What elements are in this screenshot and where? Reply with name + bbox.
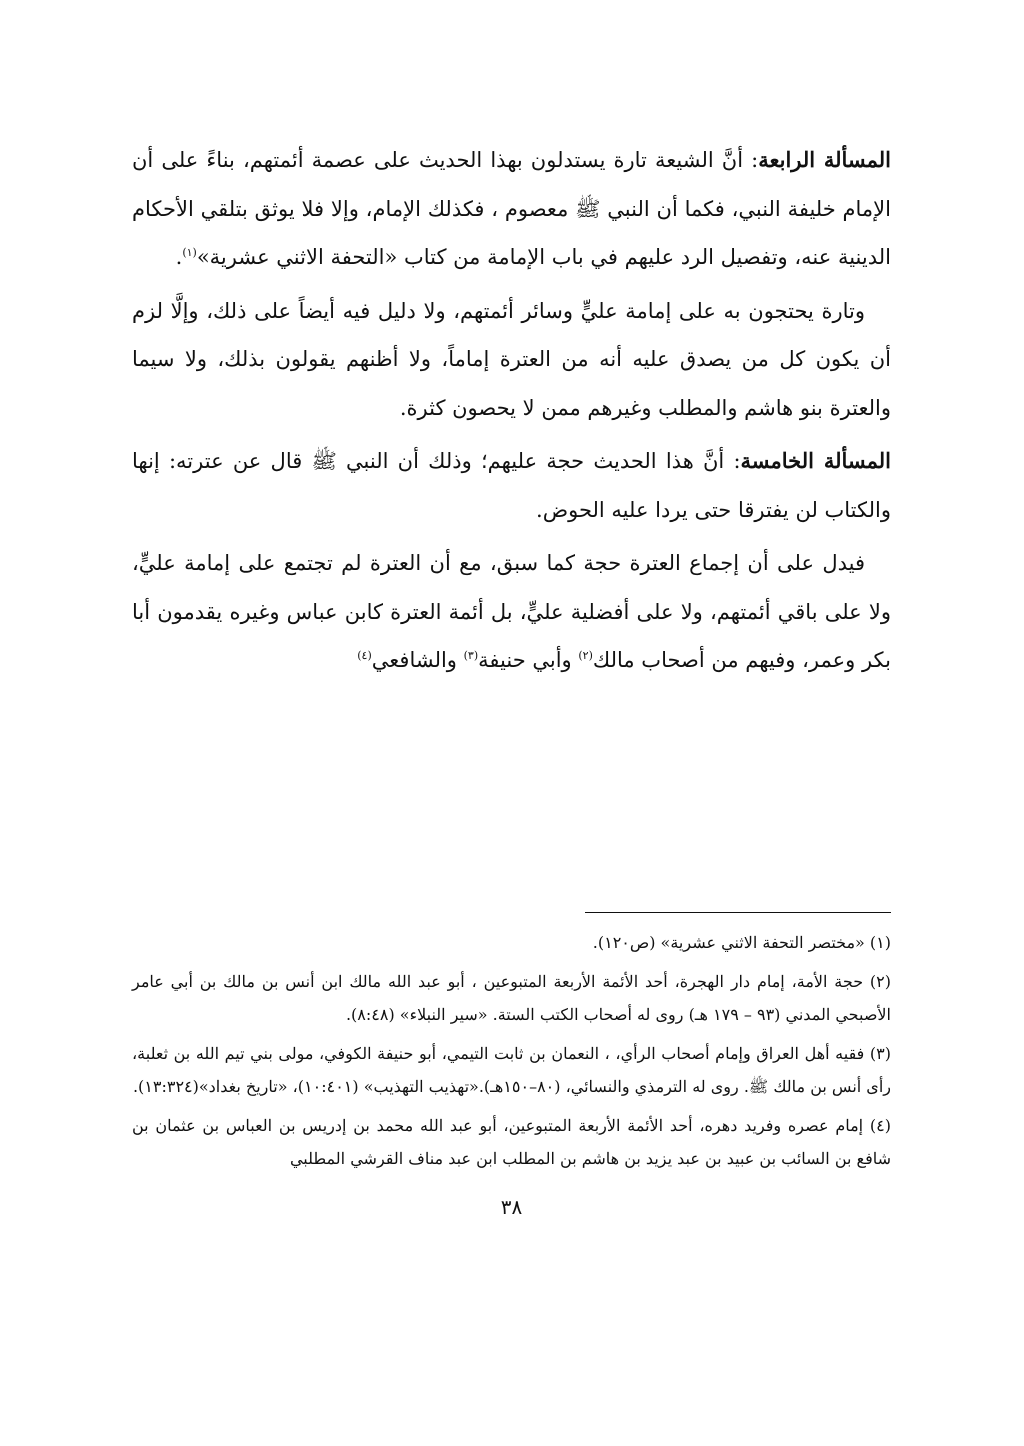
page-number: ٣٨ xyxy=(500,1195,523,1219)
paragraph-consensus xyxy=(132,539,891,685)
footnotes xyxy=(132,926,891,1181)
paragraph-imamate-argument xyxy=(132,287,891,433)
footnote-2: (٢) حجة الأمة، إمام دار الهجرة، أحد الأئمة الأربعة المتبوعين ، أبو عبد الله مالك ابن أنس بن مالك بن أبي عامر الأصبحي المدني (٩٣ – ١٧٩ هـ) روى له أصحاب الكتب الستة. «سير النبلاء» (٨:٤٨). xyxy=(132,972,892,1024)
footnote-3: (٣) فقيه أهل العراق وإمام أصحاب الرأي، ، النعمان بن ثابت التيمي، أبو حنيفة الكوفي، مولى بني تيم الله بن ثعلبة، رأى أنس بن مالك ﷺ. روى له الترمذي والنسائي، (٨٠–١٥٠هـ).«تهذيب التهذيب» (١٠:٤٠١)، «تاريخ بغداد»(١٣:٣٢٤). xyxy=(132,1044,891,1096)
footnote-separator xyxy=(585,912,891,913)
issue-four-heading: المسألة الرابعة xyxy=(758,147,891,172)
paragraph-issue-four xyxy=(132,136,891,282)
consensus-text-mid2: والشافعي xyxy=(371,648,464,672)
footnote-ref-2[interactable]: (٢) xyxy=(578,649,593,662)
footnote-ref-4[interactable]: (٤) xyxy=(357,649,372,662)
footnote-ref-3[interactable]: (٣) xyxy=(463,649,479,662)
footnote-4: (٤) إمام عصره وفريد دهره، أحد الأئمة الأربعة المتبوعين، أبو عبد الله محمد بن إدريس بن العباس بن عثمان بن شافع بن السائب بن عبيد بن عبد يزيد بن هاشم بن المطلب ابن عبد مناف القرشي المطلبي xyxy=(132,1116,891,1168)
main-text xyxy=(132,136,891,690)
issue-four-end: . xyxy=(175,245,183,269)
consensus-text-mid: وأبي حنيفة xyxy=(478,648,579,672)
footnote-1: (١) «مختصر التحفة الاثني عشرية» (ص١٢٠). xyxy=(592,933,891,952)
paragraph-issue-five xyxy=(132,437,891,534)
consensus-text: فيدل على أن إجماع العترة حجة كما سبق، مع أن العترة لم تجتمع على إمامة عليٍّ، ولا على باقي أئمتهم، ولا على أفضلية عليٍّ، بل أئمة العترة كابن عباس وغيره يقدمون أبا بكر وعمر، وفيهم من أصحاب مالك xyxy=(132,551,891,672)
imamate-argument-text: وتارة يحتجون به على إمامة عليٍّ وسائر أئمتهم، ولا دليل فيه أيضاً على ذلك، وإلَّا لزم أن يكون كل من يصدق عليه أنه من العترة إماماً، ولا أظنهم يقولون بذلك، ولا سيما والعترة بنو هاشم والمطلب وغيرهم ممن لا يحصون كثرة. xyxy=(132,298,891,420)
document-page xyxy=(132,0,891,1446)
issue-five-text: : أنَّ هذا الحديث حجة عليهم؛ وذلك أن النبي ﷺ قال عن عترته: إنها والكتاب لن يفترقا حتى يردا عليه الحوض. xyxy=(132,449,891,522)
issue-four-text: : أنَّ الشيعة تارة يستدلون بهذا الحديث على عصمة أئمتهم، بناءً على أن الإمام خليفة النبي، فكما أن النبي ﷺ معصوم ، فكذلك الإمام، وإلا فلا يوثق بتلقي الأحكام الدينية عنه، وتفصيل الرد عليهم في باب الإمامة من كتاب «التحفة الاثني عشرية» xyxy=(132,148,891,269)
issue-five-heading: المسألة الخامسة xyxy=(740,448,891,473)
footnote-ref-1[interactable]: (١) xyxy=(182,246,197,259)
